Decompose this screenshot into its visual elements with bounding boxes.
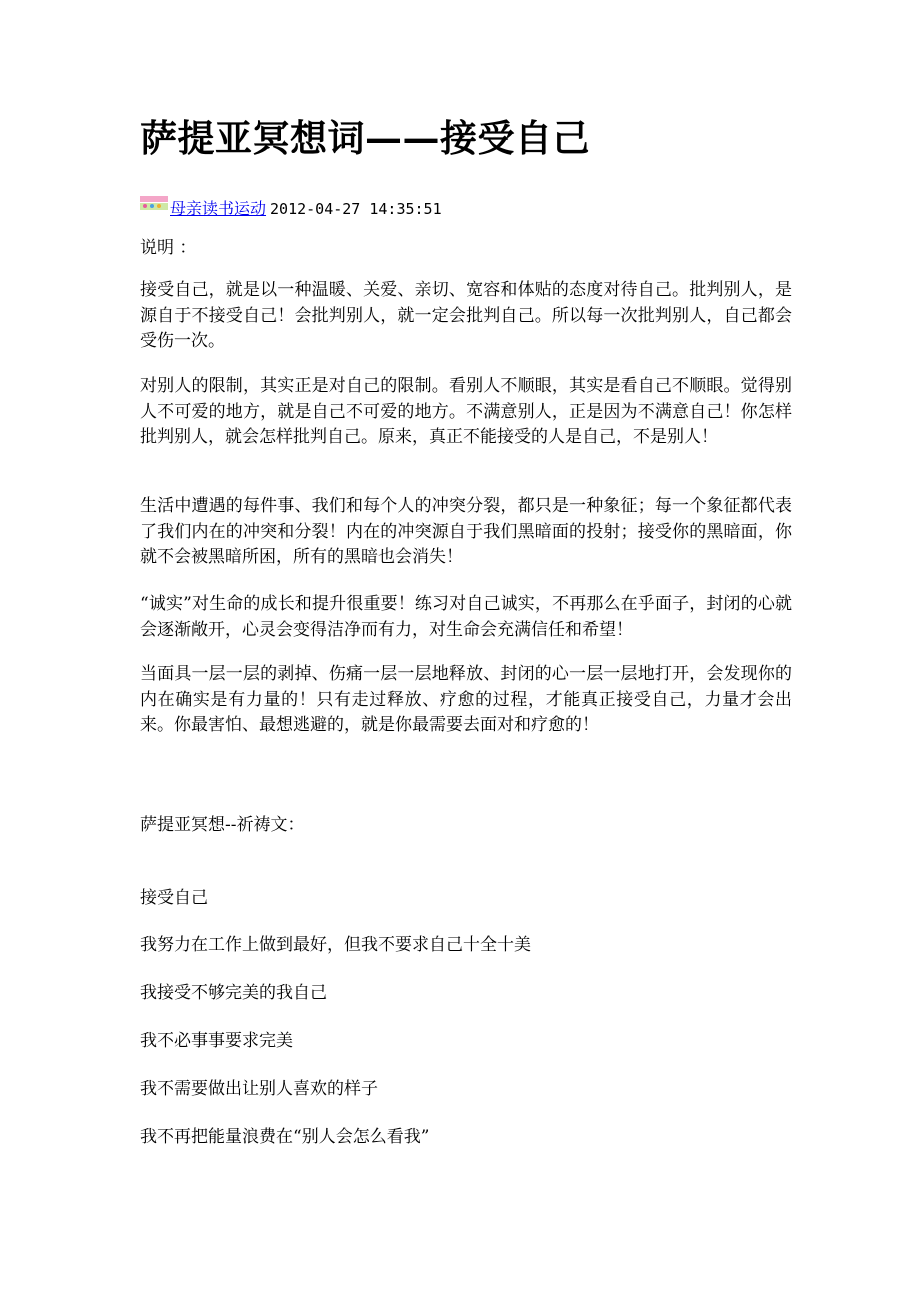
page-title: 萨提亚冥想词——接受自己 [140, 116, 590, 160]
author-link[interactable]: 母亲读书运动 [170, 199, 267, 218]
paragraph-1: 接受自己，就是以一种温暖、关爱、亲切、宽容和体贴的态度对待自己。批判别人，是源自于不接受自己！会批判别人，就一定会批判自己。所以每一次批判别人，自己都会受伤一次。 [140, 280, 792, 351]
paragraph-4: “诚实”对生命的成长和提升很重要！练习对自己诚实，不再那么在乎面子，封闭的心就会逐渐敞开，心灵会变得洁净而有力，对生命会充满信任和希望！ [140, 594, 792, 640]
prayer-line: 我不需要做出让别人喜欢的样子 [140, 1079, 378, 1099]
note-label: 说明 ： [140, 238, 197, 258]
paragraph-3: 生活中遭遇的每件事、我们和每个人的冲突分裂，都只是一种象征；每一个象征都代表了我们内在的冲突和分裂！内在的冲突源自于我们黑暗面的投射；接受你的黑暗面，你就不会被黑暗所困，所有的黑暗也会消失！ [140, 496, 792, 567]
prayer-line: 接受自己 [140, 888, 208, 908]
prayer-line: 我不再把能量浪费在“别人会怎么看我” [140, 1127, 430, 1147]
prayer-heading: 萨提亚冥想--祈祷文： [140, 815, 305, 835]
prayer-line: 我努力在工作上做到最好，但我不要求自己十全十美 [140, 935, 531, 955]
prayer-line: 我不必事事要求完美 [140, 1031, 293, 1051]
paragraph-5: 当面具一层一层的剥掉、伤痛一层一层地释放、封闭的心一层一层地打开，会发现你的内在确实是有力量的！只有走过释放、疗愈的过程，才能真正接受自己，力量才会出来。你最害怕、最想逃避的，就是你最需要去面对和疗愈的！ [140, 664, 792, 735]
prayer-line: 我接受不够完美的我自己 [140, 983, 327, 1003]
author-badge-icon [140, 196, 168, 210]
post-meta [140, 196, 442, 219]
paragraph-2: 对别人的限制，其实正是对自己的限制。看别人不顺眼，其实是看自己不顺眼。觉得别人不可爱的地方，就是自己不可爱的地方。不满意别人，正是因为不满意自己！你怎样批判别人，就会怎样批判自己。原来，真正不能接受的人是自己，不是别人！ [140, 376, 792, 447]
post-timestamp: 2012-04-27 14:35:51 [270, 200, 442, 218]
